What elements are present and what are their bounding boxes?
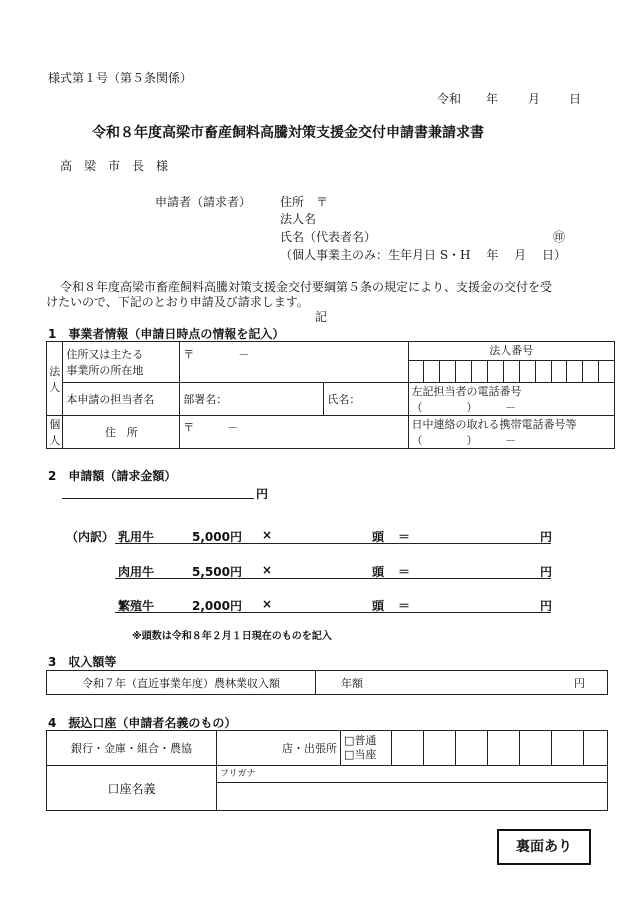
indiv-address-field[interactable]: 〒 － (180, 416, 408, 449)
section3-heading: 3 収入額等 (48, 655, 117, 669)
total-amount-line[interactable] (62, 498, 254, 499)
birth-note: （個人事業主のみ：生年月日 S・H 年 月 日） (280, 248, 566, 262)
breakdown-label: （内訳） (66, 530, 115, 544)
phone-label: 左記担当者の電話番号 (411, 385, 522, 398)
breeding-underline[interactable] (115, 612, 551, 613)
applicant-label: 申請者（請求者） (155, 195, 252, 209)
applicant-corp-name: 法人名 (280, 212, 317, 226)
income-label: 令和７年（直近事業年度）農林業収入額 (47, 671, 316, 695)
date-day: 日 (569, 92, 582, 106)
contact-label: 本申請の担当者名 (63, 383, 180, 416)
date-year: 年 (486, 92, 499, 106)
holder-name-field[interactable] (217, 783, 608, 811)
account-digit-3[interactable] (456, 731, 488, 766)
account-digit-7[interactable] (584, 731, 608, 766)
account-digit-5[interactable] (520, 731, 552, 766)
date-month: 月 (528, 92, 541, 106)
applicant-rep-name: 氏名（代表者名） (280, 230, 377, 244)
corp-number-label: 法人番号 (409, 342, 614, 361)
corp-address-field[interactable]: 〒 － (180, 342, 408, 383)
account-digit-6[interactable] (552, 731, 584, 766)
account-digit-2[interactable] (424, 731, 456, 766)
bank-name-field[interactable]: 銀行・金庫・組合・農協 (47, 731, 217, 766)
intro-line-1: 令和８年度高梁市畜産飼料高騰対策支援金交付要綱第５条の規定により、支援金の交付を受 (60, 280, 553, 294)
account-digit-1[interactable] (392, 731, 424, 766)
furigana-field[interactable]: フリガナ (217, 766, 608, 783)
futsu-checkbox[interactable]: □普通 (344, 734, 377, 747)
phone-field[interactable]: （ ） － (411, 401, 517, 414)
corp-number-boxes[interactable] (409, 361, 614, 382)
seal-mark: ㊞ (553, 230, 566, 244)
income-amount-field[interactable]: 年額 円 (316, 671, 608, 695)
indiv-label: 個人 (47, 416, 63, 449)
total-yen: 円 (256, 487, 269, 501)
income-table (46, 670, 608, 695)
holder-label: 口座名義 (47, 766, 217, 811)
ki-mark: 記 (315, 310, 328, 324)
address-label: 住所又は主たる 事業所の所在地 (63, 342, 180, 383)
dept-field[interactable]: 部署名： (180, 383, 324, 416)
toza-checkbox[interactable]: □当座 (344, 748, 377, 761)
business-info-table (46, 341, 615, 449)
form-number: 様式第１号（第５条関係） (48, 71, 193, 85)
account-digit-4[interactable] (488, 731, 520, 766)
beef-underline[interactable] (115, 578, 551, 579)
account-type (341, 731, 392, 766)
head-count-note: ※頭数は令和８年２月１日現在のものを記入 (132, 631, 332, 642)
document-title: 令和８年度高梁市畜産飼料高騰対策支援金交付申請書兼請求書 (92, 125, 484, 141)
bank-account-table (46, 730, 608, 811)
phone-cell (408, 383, 614, 416)
mobile-label: 日中連絡の取れる携帯電話番号等 (411, 418, 577, 431)
dairy-underline[interactable] (115, 543, 551, 544)
mobile-cell (408, 416, 614, 449)
corp-label: 法人 (47, 342, 63, 416)
corp-number-cell (408, 342, 614, 383)
applicant-address: 住所 〒 (280, 195, 329, 209)
addressee: 高 梁 市 長 様 (60, 159, 169, 173)
section4-heading: 4 振込口座（申請者名義のもの） (48, 716, 237, 730)
indiv-address-label: 住 所 (63, 416, 180, 449)
branch-field[interactable]: 店・出張所 (217, 731, 341, 766)
back-side-note: 裏面あり (497, 829, 591, 865)
mobile-field[interactable]: （ ） － (411, 434, 517, 447)
section1-heading: 1 事業者情報（申請日時点の情報を記入） (48, 327, 285, 341)
contact-name-field[interactable]: 氏名： (324, 383, 408, 416)
date-era: 令和 (437, 92, 462, 106)
section2-heading: 2 申請額（請求金額） (48, 469, 177, 483)
intro-line-2: けたいので、下記のとおり申請及び請求します。 (46, 295, 309, 309)
